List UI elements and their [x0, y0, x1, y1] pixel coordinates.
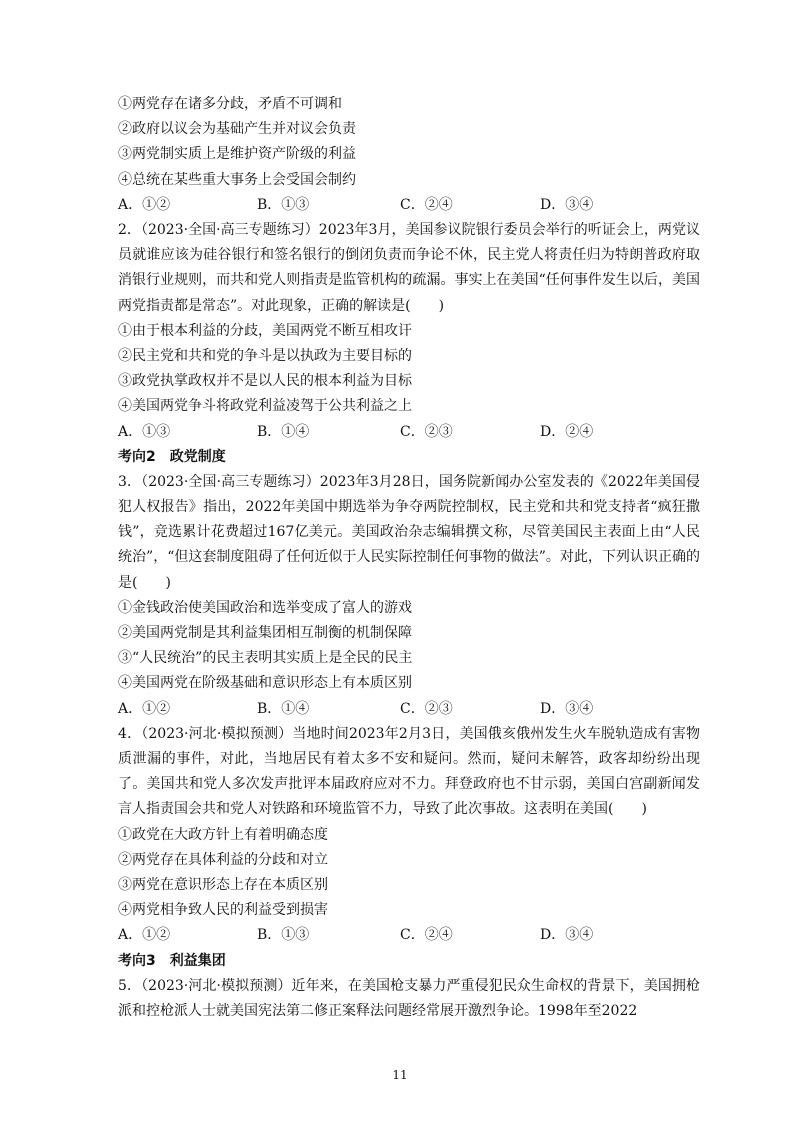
q2-option-d: D．②④ [540, 423, 594, 440]
q3-option-b: B．①④ [257, 700, 310, 717]
q2-option-c: C．②③ [400, 423, 453, 440]
q2-options [118, 420, 700, 445]
q1-item-1: ①两党存在诸多分歧，矛盾不可调和 [118, 96, 342, 112]
q1-option-a: A．①② [118, 196, 171, 213]
q3-option-d: D．③④ [540, 700, 594, 717]
q3-item-2: ②美国两党制是其利益集团相互制衡的机制保障 [118, 625, 412, 642]
q1-option-d: D．③④ [540, 196, 594, 213]
q2-option-a: A．①③ [118, 423, 171, 440]
q1-options [118, 193, 700, 218]
page-content [118, 92, 700, 1024]
q2-option-b: B．①④ [257, 423, 310, 440]
q4-stem: 4．（2023·河北·模拟预测）当地时间2023年2月3日，美国俄亥俄州发生火车脱轨造成有害物质泄漏的事件，对此，当地居民有着太多不安和疑问。然而，疑问未解答，政客却纷纷出现了。美国共和党人多次发声批评本届政府应对不力。拜登政府也不甘示弱，美国白宫副新闻发言人指责国会共和党人对铁路和环境监管不力，导致了此次事故。这表明在美国( ) [118, 725, 700, 818]
q2-item-1: ①由于根本利益的分歧，美国两党不断互相攻讦 [118, 322, 412, 339]
q4-item-1: ①政党在大政方针上有着明确态度 [118, 826, 328, 843]
q1-item-4: ④总统在某些重大事务上会受国会制约 [118, 171, 356, 188]
q3-item-4: ④美国两党在阶级基础和意识形态上有本质区别 [118, 675, 412, 692]
q3-stem: 3．（2023·全国·高三专题练习）2023年3月28日，国务院新闻办公室发表的《2022年美国侵犯人权报告》指出，2022年美国中期选举为争夺两院控制权，民主党和共和党支持者“疯狂撒钱”，竞选累计花费超过167亿美元。美国政治杂志编辑撰文称，尽管美国民主表面上由“人民统治”，“但这套制度阻碍了任何近似于人民实际控制任何事物的做法”。对此，下列认识正确的是( ) [118, 473, 700, 591]
q5-stem: 5．（2023·河北·模拟预测）近年来，在美国枪支暴力严重侵犯民众生命权的背景下，美国拥枪派和控枪派人士就美国宪法第二修正案释法问题经常展开激烈争论。1998年至2022 [118, 977, 700, 1019]
q4-item-4: ④两党相争致人民的利益受到损害 [118, 902, 328, 919]
q4-item-3: ③两党在意识形态上存在本质区别 [118, 877, 328, 894]
q4-option-a: A．①② [118, 927, 171, 944]
q3-item-3: ③“人民统治”的民主表明其实质上是全民的民主 [118, 650, 413, 667]
q4-item-2: ②两党存在具体利益的分歧和对立 [118, 851, 328, 868]
q4-option-b: B．①③ [257, 927, 310, 944]
q1-option-b: B．①③ [257, 196, 310, 213]
q3-option-a: A．①② [118, 700, 171, 717]
q4-option-d: D．③④ [540, 927, 594, 944]
q2-item-3: ③政党执掌政权并不是以人民的根本利益为目标 [118, 373, 412, 390]
section-heading-2: 考向2 政党制度 [118, 448, 226, 465]
q1-item-2: ②政府以议会为基础产生并对议会负责 [118, 121, 356, 138]
q2-item-2: ②民主党和共和党的争斗是以执政为主要目标的 [118, 347, 412, 364]
q4-option-c: C．②④ [400, 927, 453, 944]
q4-options [118, 923, 700, 948]
q2-item-4: ④美国两党争斗将政党利益凌驾于公共利益之上 [118, 398, 412, 415]
q2-stem: 2．（2023·全国·高三专题练习）2023年3月，美国参议院银行委员会举行的听证会上，两党议员就谁应该为硅谷银行和签名银行的倒闭负责而争论不休，民主党人将责任归为特朗普政府取消银行业规则，而共和党人则指责是监管机构的疏漏。事实上在美国“任何事件发生以后，美国两党指责都是常态”。对此现象，正确的解读是( ) [118, 221, 700, 314]
q3-option-c: C．②③ [400, 700, 453, 717]
page-number: 11 [392, 1068, 408, 1082]
q1-option-c: C．②④ [400, 196, 453, 213]
q3-options [118, 697, 700, 722]
section-heading-3: 考向3 利益集团 [118, 952, 226, 969]
q1-item-3: ③两党制实质上是维护资产阶级的利益 [118, 146, 356, 163]
q3-item-1: ①金钱政治使美国政治和选举变成了富人的游戏 [118, 599, 412, 616]
